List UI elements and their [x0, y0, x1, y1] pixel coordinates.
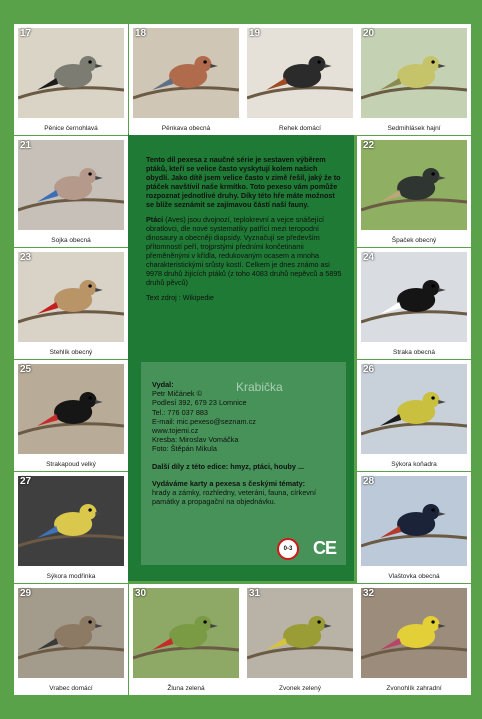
card-number: 27 [20, 476, 32, 487]
card-number: 22 [363, 140, 375, 151]
publisher-heading: Vydal: [152, 380, 174, 389]
bird-photo [18, 476, 124, 566]
card-caption: Zvonohlík zahradní [386, 685, 442, 692]
card-number: 30 [135, 588, 147, 599]
bird-photo [361, 476, 467, 566]
publisher-photo: Foto: Štěpán Mikula [152, 444, 217, 454]
bird-card[interactable] [357, 136, 471, 247]
bird-card[interactable] [129, 24, 243, 135]
bird-photo [361, 588, 467, 678]
card-number: 28 [363, 476, 375, 487]
bird-photo [247, 588, 353, 678]
age-warning-icon: 0-3 [277, 538, 299, 560]
bird-card[interactable] [357, 584, 471, 695]
bird-card[interactable] [14, 24, 128, 135]
card-caption: Zvonek zelený [279, 685, 321, 692]
card-caption: Vlaštovka obecná [388, 573, 440, 580]
bird-card[interactable] [357, 472, 471, 583]
bird-card[interactable] [243, 584, 357, 695]
intro-text [146, 155, 342, 308]
card-number: 25 [20, 364, 32, 375]
bird-card[interactable] [14, 584, 128, 695]
bird-photo [133, 28, 239, 118]
card-caption: Špaček obecný [391, 237, 437, 244]
bird-card[interactable] [14, 472, 128, 583]
bird-photo [133, 588, 239, 678]
card-caption: Stehlík obecný [49, 349, 93, 356]
card-caption: Vrabec domácí [49, 685, 93, 692]
bird-card[interactable] [357, 24, 471, 135]
card-number: 32 [363, 588, 375, 599]
card-caption: Žluna zelená [167, 685, 205, 692]
card-number: 21 [20, 140, 32, 151]
bird-photo [361, 140, 467, 230]
card-number: 18 [135, 28, 147, 39]
bird-card[interactable] [243, 24, 357, 135]
card-caption: Strakapoud velký [46, 461, 96, 468]
bird-photo [18, 252, 124, 342]
bird-photo [18, 588, 124, 678]
card-caption: Pěnice černohlavá [44, 125, 98, 132]
card-number: 20 [363, 28, 375, 39]
publisher-name: Petr Mičánek © [152, 389, 202, 399]
publisher-address: Podlesí 392, 679 23 Lomnice [152, 398, 247, 408]
bird-photo [18, 140, 124, 230]
bird-photo [361, 364, 467, 454]
bird-card[interactable] [357, 360, 471, 471]
intro-paragraph-1: Tento díl pexesa z naučné série je sestaven výběrem ptáků, kteří se velice často vyskytují kolem našich obydlí. Jako dítě jsem velice často v zimě řešil, jaký že to ptáček navštívil naše krmítko. Toto pexeso vám pomůže rozpoznat jednotlivé druhy. Díky této hře máte možnost se blíže seznámit se zajímavou částí naší fauny. [146, 155, 341, 209]
offer-text: hrady a zámky, rozhledny, veteráni, fauna, církevní památky a propagační na objednávku. [152, 488, 316, 507]
intro-paragraph-2-lead: Ptáci [146, 215, 164, 224]
bird-photo [18, 364, 124, 454]
card-caption: Sedmihlásek hajní [387, 125, 441, 132]
publisher-tel: Tel.: 776 037 883 [152, 407, 208, 417]
card-number: 31 [249, 588, 261, 599]
publisher-email[interactable]: E-mail: mic.pexeso@seznam.cz [152, 416, 256, 426]
card-number: 19 [249, 28, 261, 39]
more-editions: Další díly z této edice: hmyz, ptáci, houby ... [152, 461, 305, 471]
bird-card[interactable] [357, 248, 471, 359]
source-note: Text zdroj : Wikipedie [146, 293, 214, 302]
bird-card[interactable] [14, 136, 128, 247]
intro-paragraph-2 [146, 215, 342, 287]
card-caption: Straka obecná [393, 349, 435, 356]
bird-card[interactable] [14, 248, 128, 359]
card-number: 26 [363, 364, 375, 375]
card-caption: Rehek domácí [279, 125, 321, 132]
card-number: 17 [20, 28, 32, 39]
card-number: 23 [20, 252, 32, 263]
card-caption: Sýkora modřinka [46, 573, 96, 580]
card-caption: Sýkora koňadra [391, 461, 437, 468]
box-label: Krabička [236, 380, 283, 394]
publisher-web[interactable]: www.tojemi.cz [152, 426, 199, 436]
card-number: 24 [363, 252, 375, 263]
bird-card[interactable] [14, 360, 128, 471]
bird-photo [361, 252, 467, 342]
bird-photo [18, 28, 124, 118]
card-number: 29 [20, 588, 32, 599]
ce-mark-icon: CE [313, 538, 337, 558]
bird-card[interactable] [129, 584, 243, 695]
card-caption: Sojka obecná [51, 237, 91, 244]
publisher-info [152, 380, 342, 506]
card-caption: Pěnkava obecná [161, 125, 211, 132]
bird-photo [247, 28, 353, 118]
bird-photo [361, 28, 467, 118]
publisher-drawing: Kresba: Miroslav Vomáčka [152, 435, 239, 445]
offer-heading: Vydáváme karty a pexesa s českými tématy: [152, 478, 306, 488]
intro-paragraph-2-body: (Aves) jsou dvojnozí, teplokrevní a vejce snášející obratlovci, dle nové systematiky patřící mezi teropodní dinosaury a obecněji diapsidy. Vyznačují se především přítomností peří, trojprstými předními končetinami přeměněnými v křídla, redukovaným ocasem a mnoha charakteristickými srůsty kostí. Celkem je dnes známo asi 9978 druhů žijících ptáků (z toho 4083 druhů nepěvců a 5895 druhů pěvců) [146, 215, 342, 287]
